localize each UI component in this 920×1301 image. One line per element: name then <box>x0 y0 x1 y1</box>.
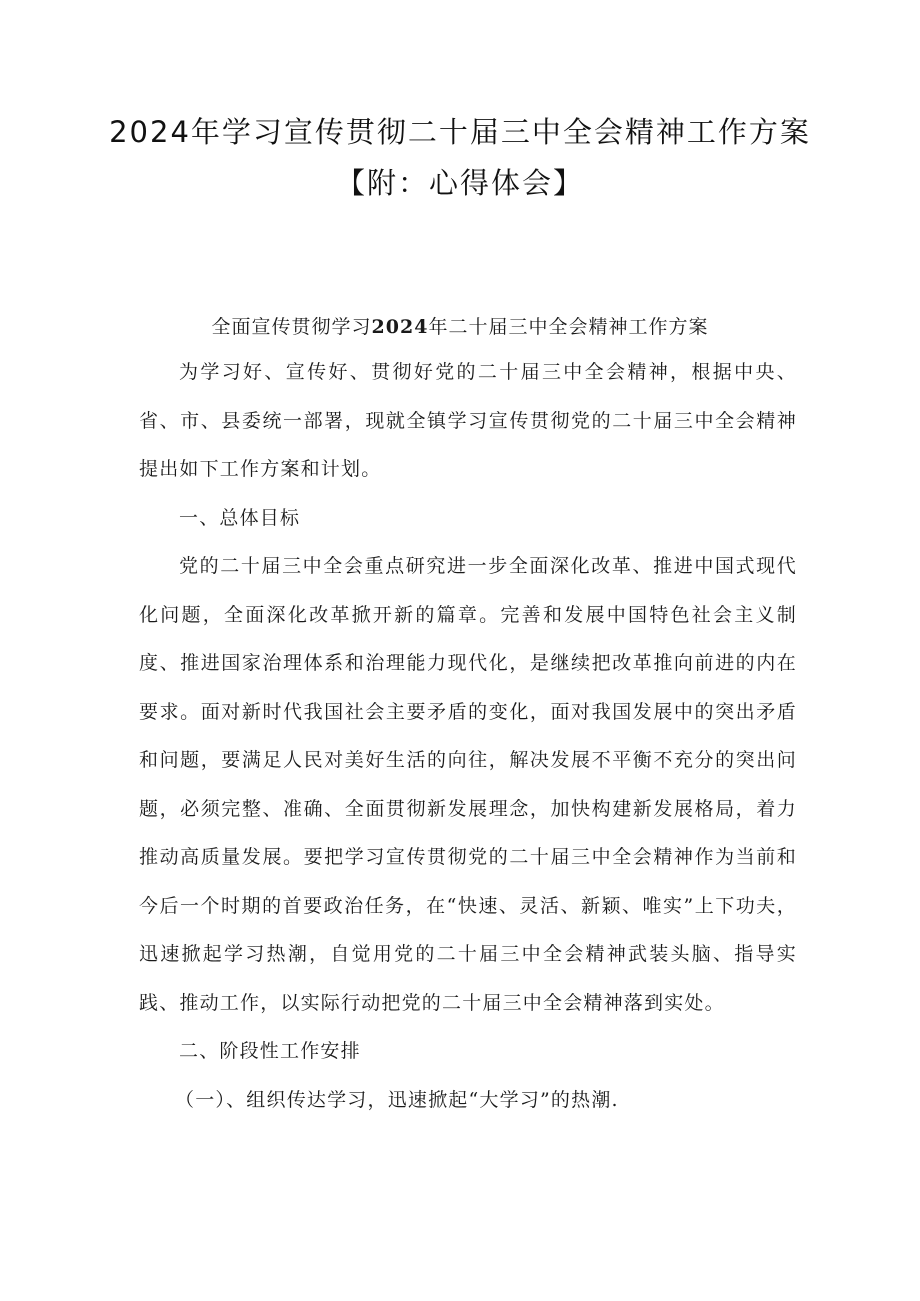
sub-heading-organize-study: （一）、组织传达学习，迅速掀起“大学习”的热潮. <box>175 1088 619 1111</box>
document-title-line1: 2024年学习宣传贯彻二十届三中全会精神工作方案 <box>109 115 811 149</box>
intro-paragraph: 为学习好、宣传好、贯彻好党的二十届三中全会精神，根据中央、省、市、县委统一部署，现就全镇学习宣传贯彻党的二十届三中全会精神提出如下工作方案和计划。 <box>139 361 797 480</box>
document-body <box>139 348 797 1124</box>
section-title-year: 2024 <box>371 316 429 338</box>
section-title-suffix: 年二十届三中全会精神工作方案 <box>428 316 709 338</box>
heading-overall-goal: 一、总体目标 <box>179 506 301 529</box>
section-title-prefix: 全面宣传贯彻学习 <box>211 316 372 338</box>
document-title-line2: 【附：心得体会】 <box>335 166 584 200</box>
overall-goal-paragraph: 党的二十届三中全会重点研究进一步全面深化改革、推进中国式现代化问题，全面深化改革掀开新的篇章。完善和发展中国特色社会主义制度、推进国家治理体系和治理能力现代化，是继续把改革推向前进的内在要求。面对新时代我国社会主要矛盾的变化，面对我国发展中的突出矛盾和问题，要满足人民对美好生活的向往，解决发展不平衡不充分的突出问题，必须完整、准确、全面贯彻新发展理念，加快构建新发展格局，着力推动高质量发展。要把学习宣传贯彻党的二十届三中全会精神作为当前和今后一个时期的首要政治任务，在“快速、灵活、新颖、唯实”上下功夫，迅速掀起学习热潮，自觉用党的二十届三中全会精神武装头脑、指导实践、推动工作，以实际行动把党的二十届三中全会精神落到实处。 <box>139 555 797 1014</box>
section-title <box>0 312 920 339</box>
heading-phased-arrangement: 二、阶段性工作安排 <box>179 1040 361 1062</box>
